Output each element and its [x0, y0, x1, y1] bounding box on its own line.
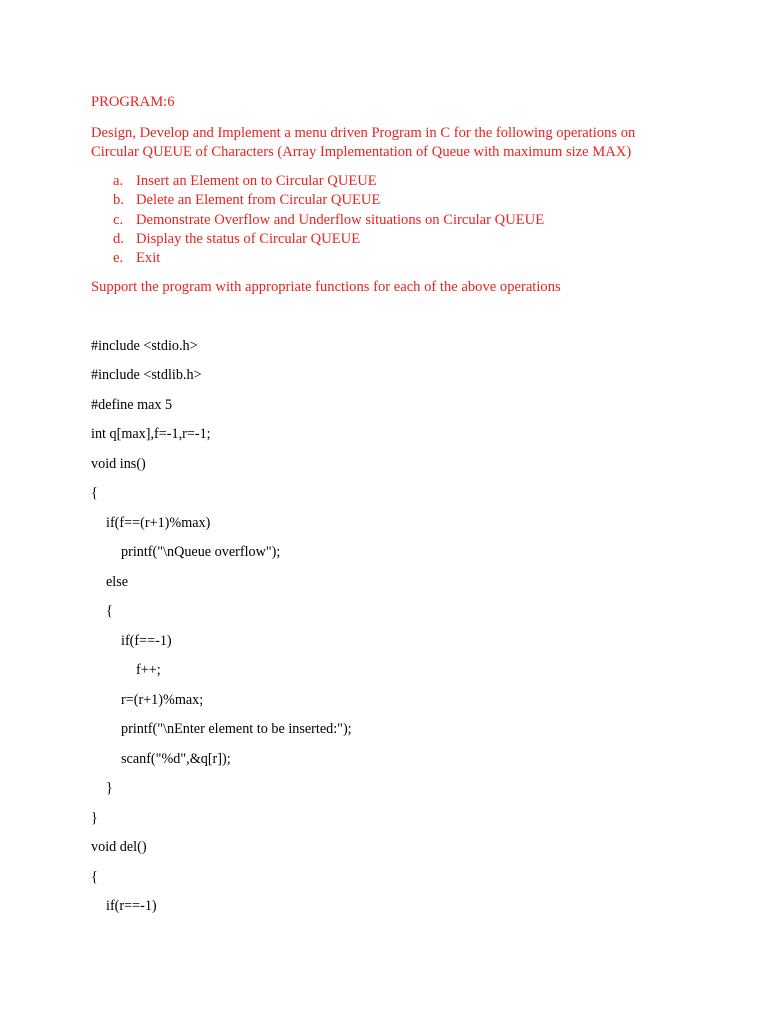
code-line: #include <stdio.h>: [91, 338, 198, 354]
code-line: else: [106, 574, 129, 590]
code-line: void ins(): [91, 456, 146, 472]
code-line: if(r==-1): [106, 898, 157, 914]
list-item: Insert an Element on to Circular QUEUE: [136, 173, 377, 189]
code-line: if(f==(r+1)%max): [106, 515, 211, 531]
list-marker: a.: [113, 173, 124, 189]
code-line: #define max 5: [91, 397, 173, 413]
code-line: }: [91, 810, 98, 826]
code-line: r=(r+1)%max;: [121, 692, 204, 708]
list-item: Demonstrate Overflow and Underflow situations on Circular QUEUE: [136, 212, 545, 228]
list-item: Delete an Element from Circular QUEUE: [136, 192, 381, 208]
code-line: if(f==-1): [121, 633, 172, 649]
program-title: PROGRAM:6: [91, 94, 175, 110]
code-line: printf("\nQueue overflow");: [121, 544, 281, 560]
support-note: Support the program with appropriate functions for each of the above operations: [91, 279, 561, 295]
code-line: int q[max],f=-1,r=-1;: [91, 426, 211, 442]
code-line: void del(): [91, 839, 147, 855]
code-line: }: [106, 780, 113, 796]
list-marker: c.: [113, 212, 124, 228]
code-line: printf("\nEnter element to be inserted:");: [121, 721, 352, 737]
code-line: #include <stdlib.h>: [91, 367, 202, 383]
code-line: f++;: [136, 662, 161, 678]
description-line-1: Design, Develop and Implement a menu driven Program in C for the following operations on: [91, 125, 636, 141]
list-item: Display the status of Circular QUEUE: [136, 231, 361, 247]
code-line: {: [91, 869, 98, 885]
code-line: scanf("%d",&q[r]);: [121, 751, 231, 767]
list-item: Exit: [136, 250, 161, 266]
code-line: {: [91, 485, 98, 501]
list-marker: e.: [113, 250, 124, 266]
code-line: {: [106, 603, 113, 619]
list-marker: b.: [113, 192, 124, 208]
list-marker: d.: [113, 231, 124, 247]
description-line-2: Circular QUEUE of Characters (Array Implementation of Queue with maximum size MAX): [91, 144, 632, 160]
